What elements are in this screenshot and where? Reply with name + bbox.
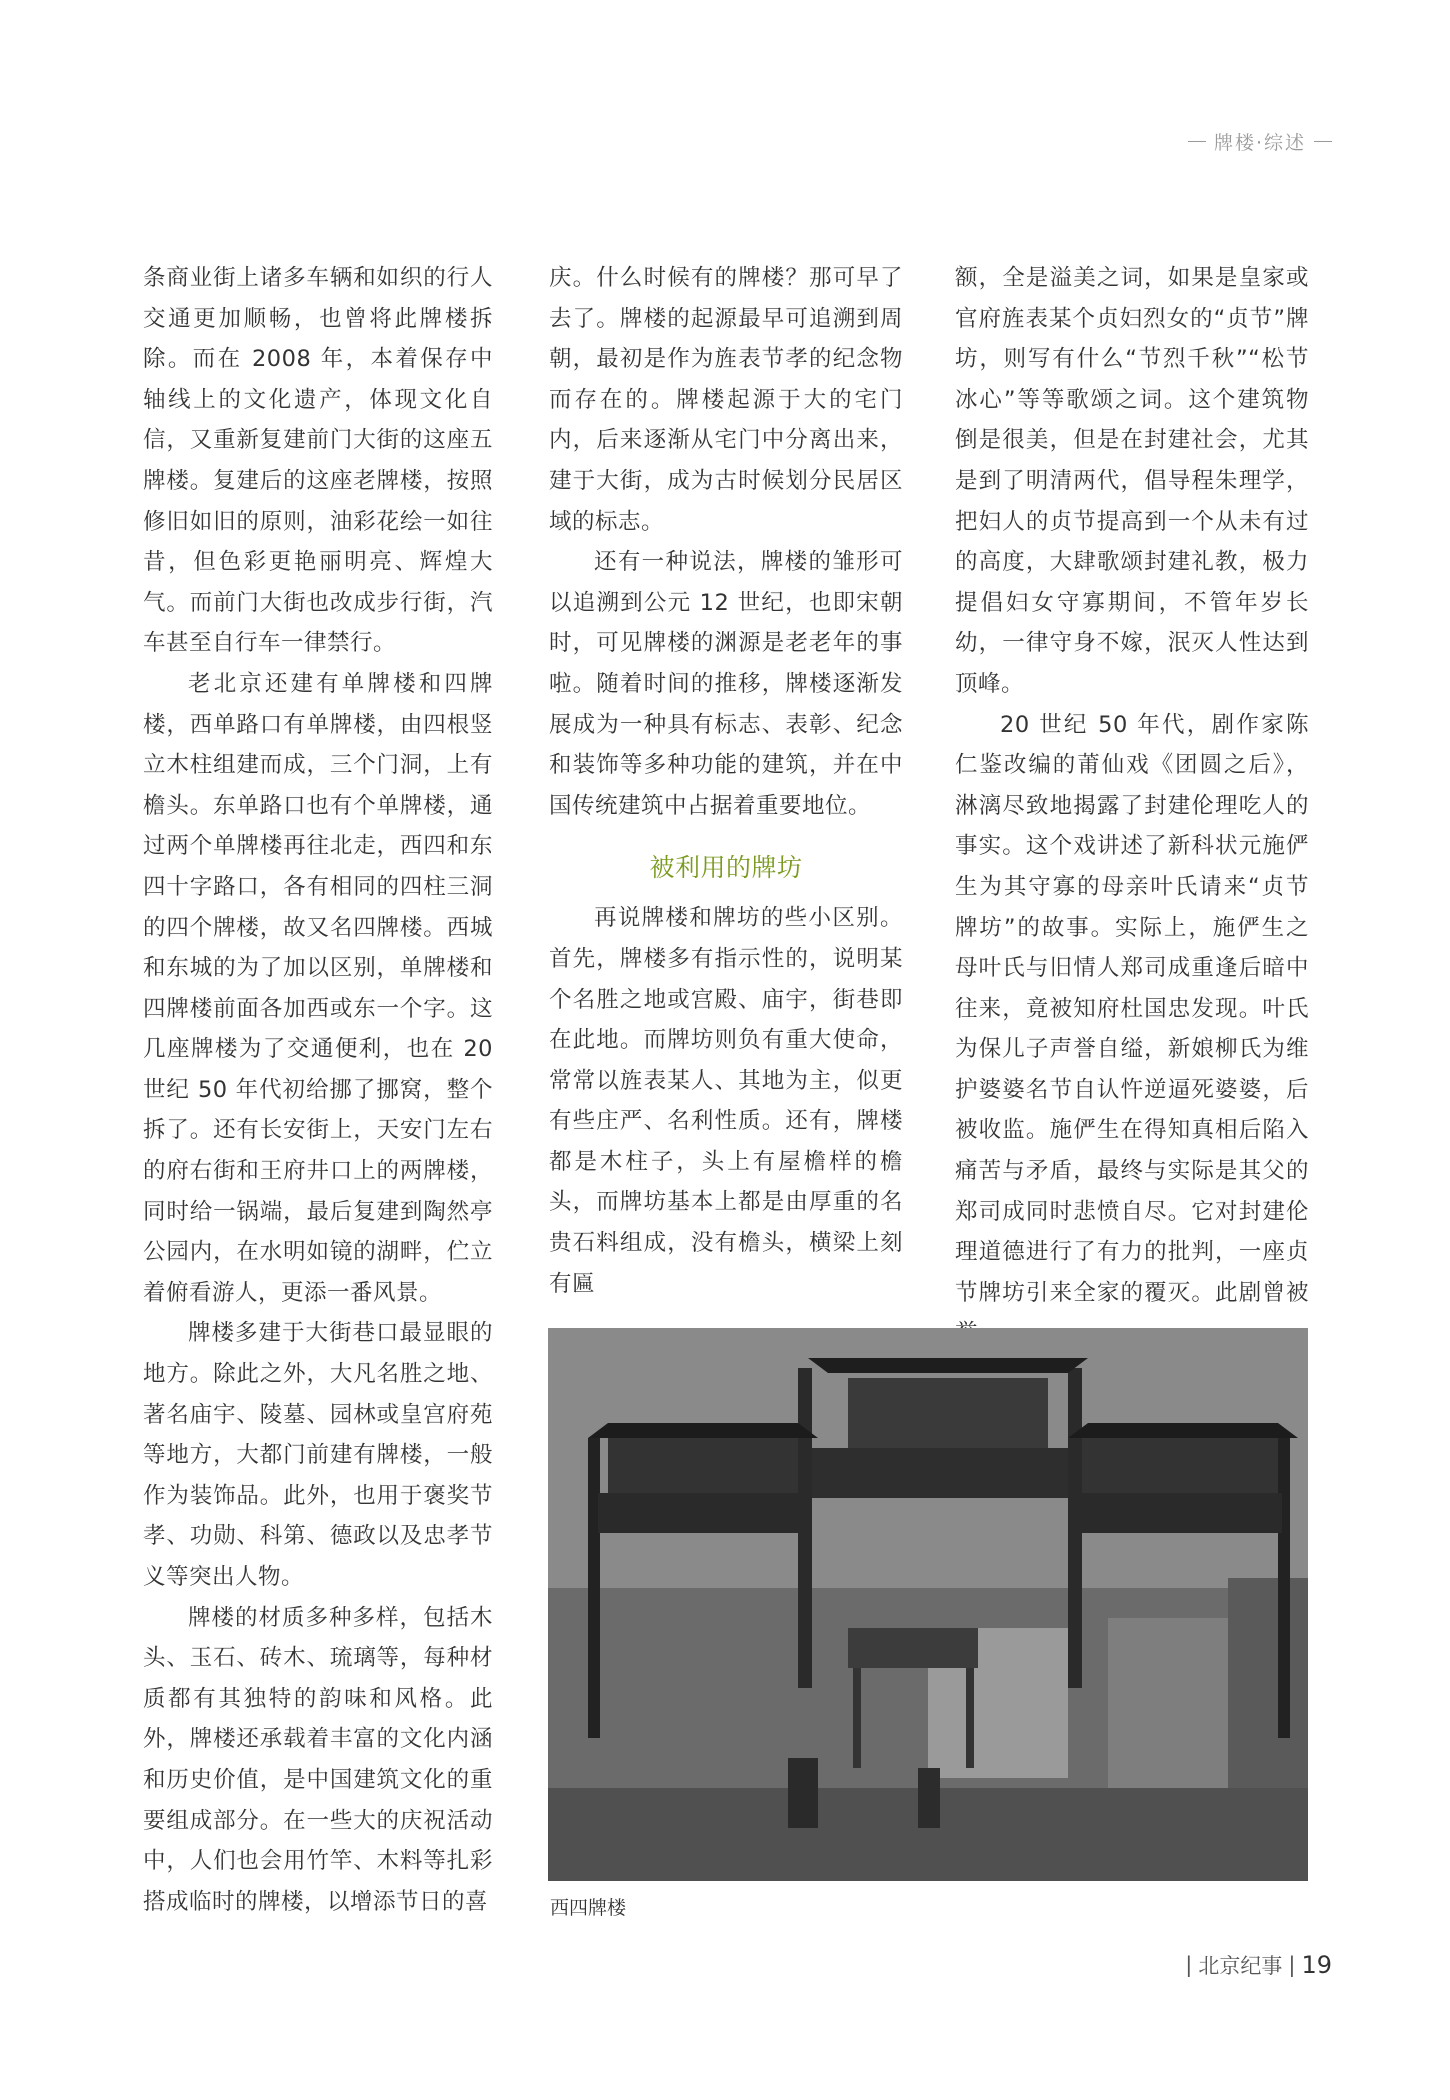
article-column-2 <box>549 258 903 1304</box>
running-header <box>1188 128 1332 155</box>
paragraph: 再说牌楼和牌坊的些小区别。首先，牌楼多有指示性的，说明某个名胜之地或宫殿、庙宇，街巷即在此地。而牌坊则负有重大使命，常常以旌表某人、其地为主，似更有些庄严、名利性质。还有，牌楼都是木柱子，头上有屋檐样的檐头，而牌坊基本上都是由厚重的名贵石料组成，没有檐头，横梁上刻有匾 <box>549 905 903 1297</box>
archway-photo <box>548 1328 1308 1881</box>
page-footer <box>1185 1950 1332 1980</box>
paragraph: 20 世纪 50 年代，剧作家陈仁鉴改编的莆仙戏《团圆之后》，淋漓尽致地揭露了封建伦理吃人的事实。这个戏讲述了新科状元施俨生为其守寡的母亲叶氏请来“贞节牌坊”的故事。实际上，施俨生之母叶氏与旧情人郑司成重逢后暗中往来，竟被知府杜国忠发现。叶氏为保儿子声誉自缢，新娘柳氏为维护婆婆名节自认忤逆逼死婆婆，后被收监。施俨生在得知真相后陷入痛苦与矛盾，最终与实际是其父的郑司成同时悲愤自尽。它对封建伦理道德进行了有力的批判，一座贞节牌坊引来全家的覆灭。此剧曾被 <box>955 711 1309 1306</box>
article-column-3 <box>955 258 1309 1354</box>
magazine-name-left-bar: | <box>1185 1953 1193 1977</box>
magazine-name: 北京纪事 <box>1198 1954 1283 1978</box>
section-heading: 被利用的牌坊 <box>649 853 803 883</box>
article-column-1 <box>143 258 493 1922</box>
paragraph: 牌楼的材质多种多样，包括木头、玉石、砖木、琉璃等，每种材质都有其独特的韵味和风格。此外，牌楼还承载着丰富的文化内涵和历史价值，是中国建筑文化的重要组成部分。在一些大的庆祝活动中，人们也会用竹竿、木料等扎彩搭成临时的牌楼，以增添节日的喜 <box>143 1604 493 1915</box>
paragraph: 还有一种说法，牌楼的雏形可以追溯到公元 12 世纪，也即宋朝时，可见牌楼的渊源是老老年的事啦。随着时间的推移，牌楼逐渐发展成为一种具有标志、表彰、纪念和装饰等多种功能的建筑，并在中国传统建筑中占据着重要地位。 <box>549 549 903 819</box>
header-rule-right <box>1314 141 1332 142</box>
paragraph: 牌楼多建于大街巷口最显眼的地方。除此之外，大凡名胜之地、著名庙宇、陵墓、园林或皇宫府苑等地方，大都门前建有牌楼，一般作为装饰品。此外，也用于褒奖节孝、功勋、科第、德政以及忠孝节义等突出人物。 <box>143 1320 493 1590</box>
header-rule-left <box>1188 141 1206 142</box>
paragraph: 老北京还建有单牌楼和四牌楼，西单路口有单牌楼，由四根竖立木柱组建而成，三个门洞，上有檐头。东单路口也有个单牌楼，通过两个单牌楼再往北走，西四和东四十字路口，各有相同的四柱三洞的四个牌楼，故又名四牌楼。西城和东城的为了加以区别，单牌楼和四牌楼前面各加西或东一个字。这几座牌楼为了交通便利，也在 20 世纪 50 年代初给挪了挪窝，整个拆了。还有长安街上，天安门左右的府右街和王府井口上的两牌楼，同时给一锅端，最后复建到陶然亭公园内，在水明如镜的湖畔，伫立着俯看游人，更添一番风景。 <box>143 670 493 1306</box>
section-label: 牌楼·综述 <box>1213 132 1306 154</box>
magazine-name-right-bar: | <box>1288 1953 1296 1977</box>
paragraph: 庆。什么时候有的牌楼？那可早了去了。牌楼的起源最早可追溯到周朝，最初是作为旌表节孝的纪念物而存在的。牌楼起源于大的宅门内，后来逐渐从宅门中分离出来，建于大街，成为古时候划分民居区域的标志。 <box>549 265 903 535</box>
paragraph: 条商业街上诸多车辆和如织的行人交通更加顺畅，也曾将此牌楼拆除。而在 2008 年，本着保存中轴线上的文化遗产，体现文化自信，又重新复建前门大街的这座五牌楼。复建后的这座老牌楼，按照修旧如旧的原则，油彩花绘一如往昔，但色彩更艳丽明亮、辉煌大气。而前门大街也改成步行街，汽车甚至自行车一律禁行。 <box>143 265 493 657</box>
page-number: 19 <box>1301 1951 1332 1979</box>
archway-illustration <box>548 1328 1308 1881</box>
paragraph: 额，全是溢美之词，如果是皇家或官府旌表某个贞妇烈女的“贞节”牌坊，则写有什么“节烈千秋”“松节冰心”等等歌颂之词。这个建筑物倒是很美，但是在封建社会，尤其是到了明清两代，倡导程朱理学，把妇人的贞节提高到一个从未有过的高度，大肆歌颂封建礼教，极力提倡妇女守寡期间，不管年岁长幼，一律守身不嫁，泯灭人性达到顶峰。 <box>955 265 1309 697</box>
photo-caption: 西四牌楼 <box>550 1897 627 1919</box>
